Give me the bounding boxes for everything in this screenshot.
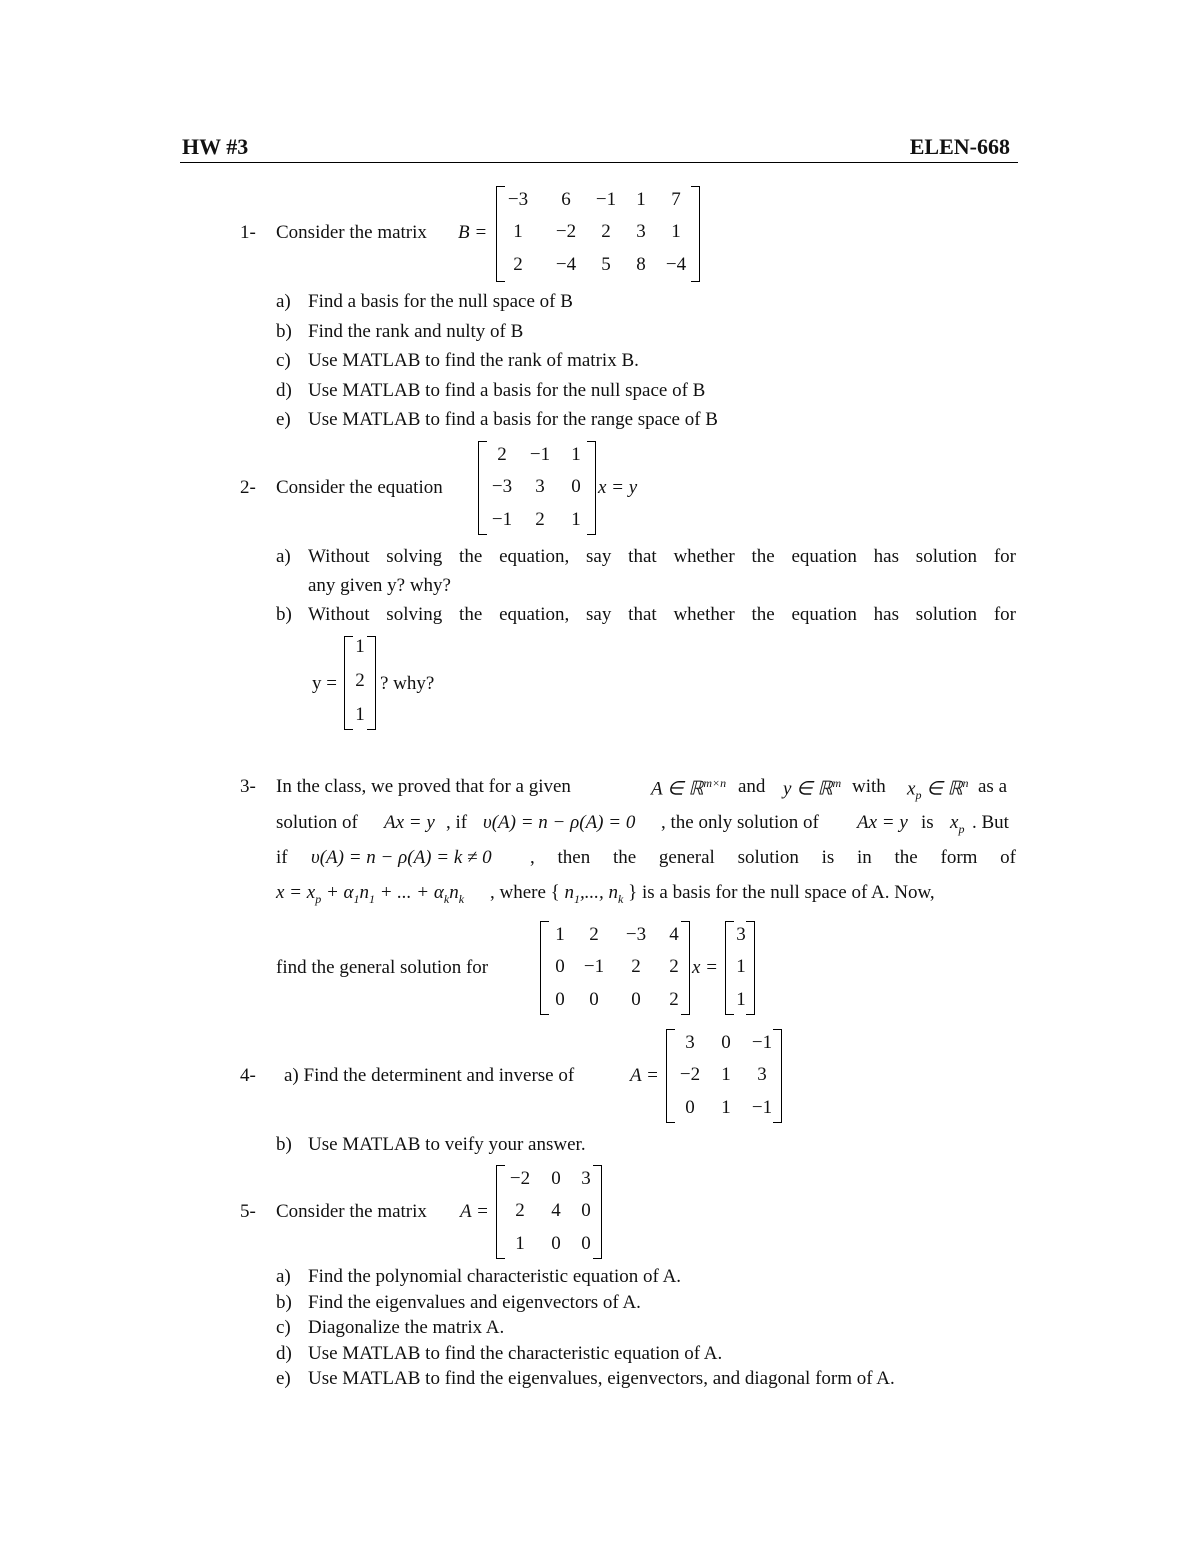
matrix-entry: −1: [583, 956, 605, 977]
matrix-entry: −1: [751, 1097, 773, 1118]
q3-line2-a: solution of: [276, 812, 358, 833]
q3-line5: find the general solution for: [276, 957, 489, 978]
q3-line2-cond: υ(A) = n − ρ(A) = 0: [483, 812, 636, 833]
matrix-entry: 7: [671, 189, 681, 210]
matrix-entry: 1: [355, 636, 365, 657]
matrix-entry: 2: [497, 444, 507, 465]
q3-line3-rest: , then the general solution is in the form of: [530, 847, 1016, 868]
q3-line1-a: In the class, we proved that for a given: [276, 776, 571, 797]
matrix-entry: 3: [636, 221, 646, 242]
q2-y-vector: [344, 636, 376, 730]
matrix-entry: −2: [555, 221, 577, 242]
q2-part-b-line1: Without solving the equation, say that whether the equation has solution for: [308, 604, 1016, 625]
q3-line2-is: is: [921, 812, 934, 833]
q3-line4-where: , where { $n_1$,..., $n_k$ } is a basis for the null space of A. Now,: [490, 882, 935, 906]
q3-line3-if: if: [276, 847, 288, 868]
matrix-entry: 4: [551, 1200, 561, 1221]
matrix-entry: 3: [757, 1064, 767, 1085]
q5-matrix: [496, 1165, 602, 1259]
q3-matrix: [540, 921, 690, 1015]
q2-part-a-line1: Without solving the equation, say that whether the equation has solution for: [308, 546, 1016, 567]
q3-line1-xp: $x_p$ ∈ ℝ$^n$: [907, 776, 969, 803]
q3-line2-eq2: Ax = y: [857, 812, 908, 833]
q5-part-label: d): [276, 1342, 292, 1364]
q5-part-text: Find the eigenvalues and eigenvectors of A.: [308, 1291, 641, 1313]
q3-line2-if: , if: [446, 812, 468, 833]
header-right: ELEN-668: [909, 134, 1010, 159]
q1-number: 1-: [240, 222, 256, 243]
q3-line2-eq: Ax = y: [384, 812, 435, 833]
q4-matrix: [666, 1029, 782, 1123]
matrix-entry: −3: [491, 476, 513, 497]
q4-number: 4-: [240, 1065, 256, 1086]
q5-part-text: Diagonalize the matrix A.: [308, 1317, 505, 1338]
matrix-entry: −1: [491, 509, 513, 530]
q2-y-label: y =: [312, 673, 337, 694]
matrix-entry: 3: [581, 1168, 591, 1189]
q3-rhs-vector: [725, 921, 755, 1015]
matrix-entry: 2: [513, 254, 523, 275]
matrix-entry: −1: [595, 189, 617, 210]
q5-var: A =: [460, 1201, 489, 1222]
q3-line3-cond: υ(A) = n − ρ(A) = k ≠ 0: [311, 847, 492, 868]
q3-line1-y: y ∈ ℝ$^m$: [783, 776, 842, 800]
q4-var: A =: [630, 1065, 659, 1086]
q3-line4-formula: $x = x_p + \alpha_1n_1$ + ... + $\alpha_kn_k$: [276, 882, 465, 906]
q1-part-text: Use MATLAB to find the rank of matrix B.: [308, 350, 639, 371]
q5-part-label: a): [276, 1266, 291, 1287]
q2-matrix: [478, 441, 596, 535]
q3-line2-only: , the only solution of: [661, 812, 819, 833]
q1-part-text: Use MATLAB to find a basis for the range space of B: [308, 409, 718, 430]
q5-part-text: Use MATLAB to find the characteristic equation of A.: [308, 1342, 723, 1364]
matrix-entry: 2: [669, 989, 679, 1010]
q1-part-label: e): [276, 409, 291, 430]
q1-matrix: [496, 186, 700, 282]
q3-mid: x =: [692, 957, 719, 978]
matrix-entry: 1: [513, 221, 523, 242]
matrix-entry: −2: [679, 1064, 701, 1085]
q1-part-label: a): [276, 291, 291, 312]
matrix-entry: 1: [571, 509, 581, 530]
matrix-entry: 2: [515, 1200, 525, 1221]
matrix-entry: 0: [551, 1233, 561, 1254]
matrix-entry: −2: [509, 1168, 531, 1189]
q5-part-label: e): [276, 1368, 291, 1389]
q3-line2-but: . But: [972, 812, 1009, 833]
header-left: HW #3: [182, 134, 249, 159]
matrix-entry: 5: [601, 254, 611, 275]
matrix-entry: 2: [589, 924, 599, 945]
matrix-entry: 1: [355, 704, 365, 725]
q2-y-tail: ? why?: [380, 673, 435, 694]
matrix-entry: 1: [721, 1064, 731, 1085]
matrix-entry: 0: [631, 989, 641, 1010]
matrix-entry: 3: [736, 924, 746, 945]
matrix-entry: 6: [561, 189, 571, 210]
matrix-entry: 1: [671, 221, 681, 242]
q3-line1-A: A ∈ ℝ$^{m\times n}$: [651, 776, 727, 800]
q1-part-text: Use MATLAB to find a basis for the null space of B: [308, 379, 706, 401]
q3-line2-xp: $x_p$: [950, 812, 965, 836]
matrix-entry: 2: [535, 509, 545, 530]
q3-line1-asa: as a: [978, 776, 1008, 797]
q1-part-label: c): [276, 350, 291, 371]
matrix-entry: 1: [736, 989, 746, 1010]
matrix-entry: 3: [685, 1032, 695, 1053]
q5-part-label: b): [276, 1291, 292, 1313]
header-rule: [180, 162, 1018, 163]
q1-part-label: d): [276, 379, 292, 401]
matrix-entry: −3: [625, 924, 647, 945]
matrix-entry: 2: [601, 221, 611, 242]
q1-text: Consider the matrix: [276, 222, 427, 243]
q5-number: 5-: [240, 1201, 256, 1222]
matrix-entry: −4: [555, 254, 577, 275]
matrix-entry: 1: [515, 1233, 525, 1254]
matrix-entry: 2: [355, 670, 365, 691]
matrix-entry: 1: [555, 924, 565, 945]
matrix-entry: −4: [665, 254, 687, 275]
matrix-entry: 3: [535, 476, 545, 497]
q5-part-text: Use MATLAB to find the eigenvalues, eigenvectors, and diagonal form of A.: [308, 1368, 895, 1389]
q2-rhs: x = y: [598, 477, 638, 498]
matrix-entry: 1: [571, 444, 581, 465]
q2-part-b-label: b): [276, 604, 292, 625]
q2-number: 2-: [240, 477, 256, 498]
q1-part-text: Find a basis for the null space of B: [308, 291, 573, 312]
q1-part-label: b): [276, 320, 292, 342]
matrix-entry: −1: [751, 1032, 773, 1053]
matrix-entry: 0: [721, 1032, 731, 1053]
q4-text: a) Find the determinent and inverse of: [284, 1065, 575, 1086]
matrix-entry: 0: [571, 476, 581, 497]
matrix-entry: 8: [636, 254, 646, 275]
q3-line1-with: with: [852, 776, 886, 797]
matrix-entry: 0: [555, 989, 565, 1010]
q5-text: Consider the matrix: [276, 1201, 427, 1222]
matrix-entry: 0: [581, 1200, 591, 1221]
q3-number: 3-: [240, 776, 256, 797]
q5-part-label: c): [276, 1317, 291, 1338]
matrix-entry: 2: [631, 956, 641, 977]
q2-part-a-line2: any given y? why?: [308, 575, 451, 596]
q3-line1-and: and: [738, 776, 766, 797]
q2-part-a-label: a): [276, 546, 291, 567]
matrix-entry: −1: [529, 444, 551, 465]
q4-part-b-text: Use MATLAB to veify your answer.: [308, 1134, 586, 1155]
matrix-entry: 2: [669, 956, 679, 977]
matrix-entry: 1: [736, 956, 746, 977]
matrix-entry: 0: [589, 989, 599, 1010]
q1-part-text: Find the rank and nulty of B: [308, 320, 524, 342]
q2-text: Consider the equation: [276, 477, 443, 498]
q5-part-text: Find the polynomial characteristic equation of A.: [308, 1266, 682, 1287]
matrix-entry: 0: [551, 1168, 561, 1189]
q1-var: B =: [458, 222, 488, 243]
matrix-entry: −3: [507, 189, 529, 210]
matrix-entry: 0: [555, 956, 565, 977]
q4-part-b-label: b): [276, 1134, 292, 1155]
matrix-entry: 0: [581, 1233, 591, 1254]
matrix-entry: 1: [721, 1097, 731, 1118]
matrix-entry: 4: [669, 924, 679, 945]
matrix-entry: 0: [685, 1097, 695, 1118]
matrix-entry: 1: [636, 189, 646, 210]
